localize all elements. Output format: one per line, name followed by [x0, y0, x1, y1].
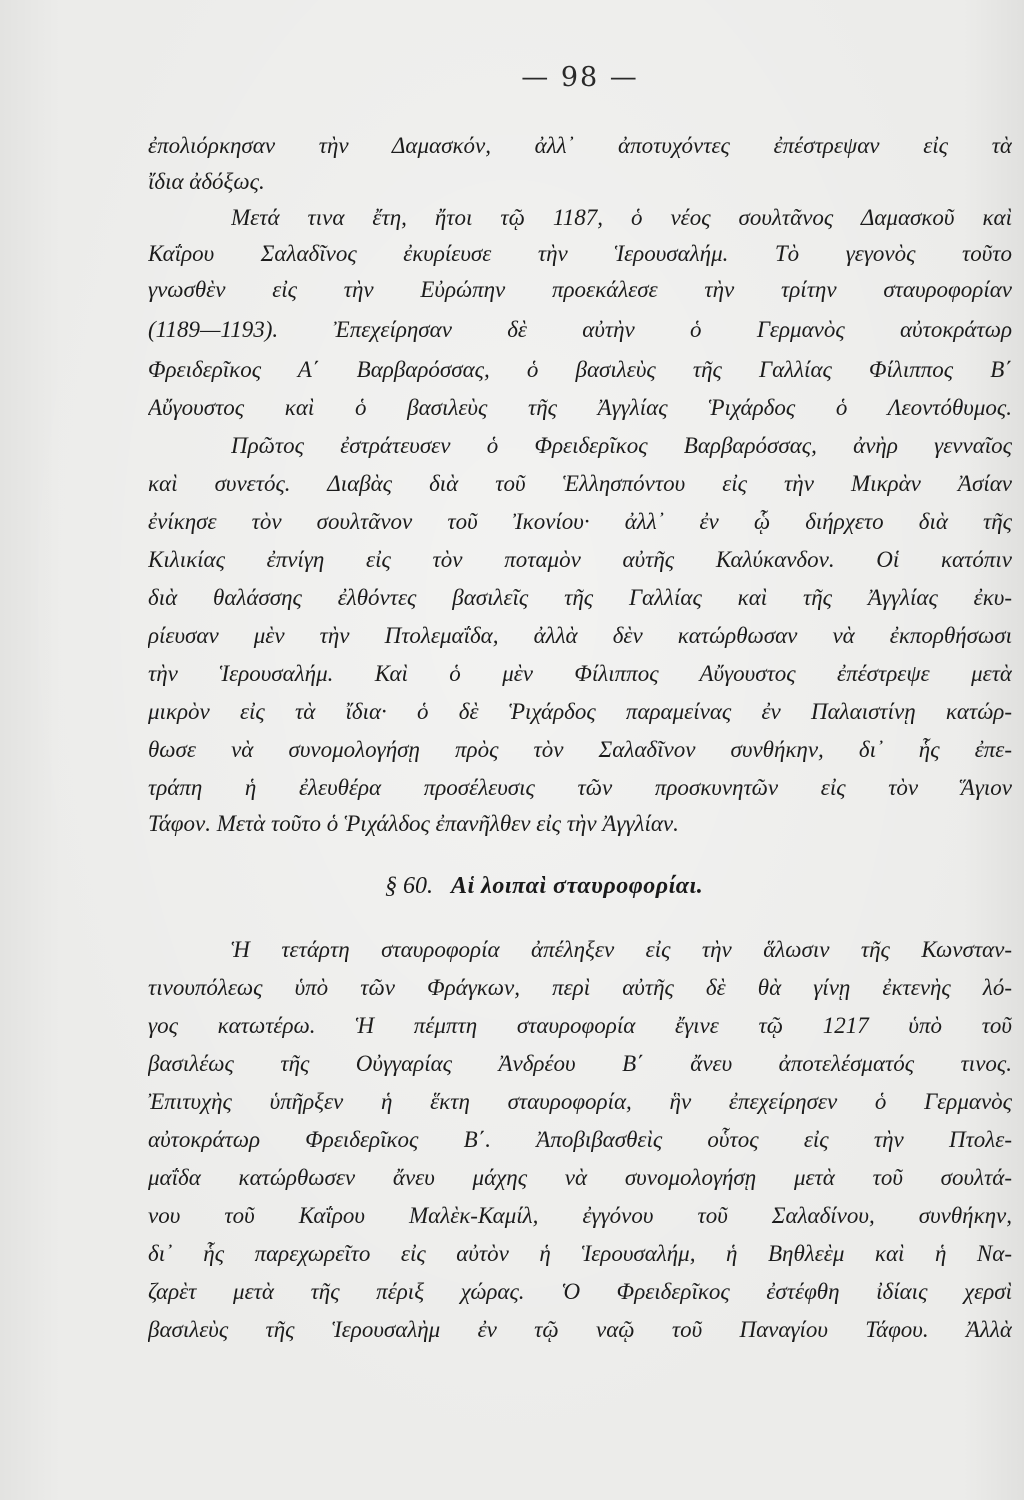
text-line: Κιλικίας ἐπνίγη εἰς τὸν ποταμὸν αὐτῆς Καλύκανδον. Οἱ κατόπιν: [148, 547, 1012, 572]
text-line: Αὔγουστος καὶ ὁ βασιλεὺς τῆς Ἀγγλίας Ῥιχάρδος ὁ Λεοντόθυμος.: [148, 395, 1012, 420]
text-line: Πρῶτος ἐστράτευσεν ὁ Φρειδερῖκος Βαρβαρόσσας, ἀνὴρ γενναῖος: [231, 433, 1012, 458]
text-line: αὐτοκράτωρ Φρειδερῖκος Β΄. Ἀποβιβασθεὶς οὗτος εἰς τὴν Πτολε-: [148, 1127, 1012, 1152]
text-line: ἴδια ἀδόξως.: [148, 169, 265, 194]
text-line: Καΐρου Σαλαδῖνος ἐκυρίευσε τὴν Ἱερουσαλήμ. Τὸ γεγονὸς τοῦτο: [148, 241, 1012, 266]
text-line: Ἡ τετάρτη σταυροφορία ἀπέληξεν εἰς τὴν ἅλωσιν τῆς Κωνσταν-: [231, 937, 1012, 962]
text-line: γος κατωτέρω. Ἡ πέμπτη σταυροφορία ἔγινε τῷ 1217 ὑπὸ τοῦ: [148, 1013, 1012, 1038]
section-number: § 60.: [385, 873, 433, 899]
text-line: μαΐδα κατώρθωσεν ἄνευ μάχης νὰ συνομολογήσῃ μετὰ τοῦ σουλτά-: [148, 1165, 1012, 1190]
text-line: βασιλέως τῆς Οὐγγαρίας Ἀνδρέου Β΄ ἄνευ ἀποτελέσματός τινος.: [148, 1051, 1012, 1076]
text-line: Τάφον. Μετὰ τοῦτο ὁ Ῥιχάλδος ἐπανῆλθεν εἰς τὴν Ἀγγλίαν.: [148, 811, 679, 836]
section-title: Αἱ λοιπαὶ σταυροφορίαι.: [451, 873, 704, 899]
text-line: διὰ θαλάσσης ἐλθόντες βασιλεῖς τῆς Γαλλίας καὶ τῆς Ἀγγλίας ἐκυ-: [148, 585, 1012, 610]
text-line: νου τοῦ Καΐρου Μαλὲκ-Καμίλ, ἐγγόνου τοῦ Σαλαδίνου, συνθήκην,: [148, 1203, 1012, 1228]
text-line: (1189—1193). Ἐπεχείρησαν δὲ αὐτὴν ὁ Γερμανὸς αὐτοκράτωρ: [148, 317, 1012, 342]
text-line: ρίευσαν μὲν τὴν Πτολεμαΐδα, ἀλλὰ δὲν κατώρθωσαν νὰ ἐκπορθήσωσι: [148, 623, 1012, 648]
text-line: τινουπόλεως ὑπὸ τῶν Φράγκων, περὶ αὐτῆς δὲ θὰ γίνῃ ἐκτενὴς λό-: [148, 975, 1012, 1000]
text-line: τὴν Ἱερουσαλήμ. Καὶ ὁ μὲν Φίλιππος Αὔγουστος ἐπέστρεψε μετὰ: [148, 661, 1012, 686]
text-line: γνωσθὲν εἰς τὴν Εὐρώπην προεκάλεσε τὴν τρίτην σταυροφορίαν: [148, 277, 1012, 302]
text-line: μικρὸν εἰς τὰ ἴδια· ὁ δὲ Ῥιχάρδος παραμείνας ἐν Παλαιστίνῃ κατώρ-: [148, 699, 1012, 724]
text-line: δι᾿ ἧς παρεχωρεῖτο εἰς αὐτὸν ἡ Ἱερουσαλήμ, ἡ Βηθλεὲμ καὶ ἡ Να-: [148, 1241, 1012, 1266]
section-heading: [385, 866, 703, 906]
text-line: Μετά τινα ἔτη, ἤτοι τῷ 1187, ὁ νέος σουλτᾶνος Δαμασκοῦ καὶ: [231, 205, 1012, 230]
page-number: — 98 —: [521, 62, 639, 93]
text-line: ἐνίκησε τὸν σουλτᾶνον τοῦ Ἰκονίου· ἀλλ᾿ ἐν ᾧ διήρχετο διὰ τῆς: [148, 509, 1012, 534]
text-line: Φρειδερῖκος Α΄ Βαρβαρόσσας, ὁ βασιλεὺς τῆς Γαλλίας Φίλιππος Β΄: [148, 357, 1012, 382]
text-line: θωσε νὰ συνομολογήσῃ πρὸς τὸν Σαλαδῖνον συνθήκην, δι᾿ ἧς ἐπε-: [148, 737, 1012, 762]
text-line: ζαρὲτ μετὰ τῆς πέριξ χώρας. Ὁ Φρειδερῖκος ἐστέφθη ἰδίαις χερσὶ: [148, 1279, 1012, 1304]
text-line: τράπη ἡ ἐλευθέρα προσέλευσις τῶν προσκυνητῶν εἰς τὸν Ἅγιον: [148, 775, 1012, 800]
text-line: βασιλεὺς τῆς Ἱερουσαλὴμ ἐν τῷ ναῷ τοῦ Παναγίου Τάφου. Ἀλλὰ: [148, 1317, 1012, 1342]
text-line: ἐπολιόρκησαν τὴν Δαμασκόν, ἀλλ᾿ ἀποτυχόντες ἐπέστρεψαν εἰς τὰ: [148, 133, 1012, 158]
text-line: Ἐπιτυχὴς ὑπῆρξεν ἡ ἕκτη σταυροφορία, ἣν ἐπεχείρησεν ὁ Γερμανὸς: [148, 1089, 1012, 1114]
text-line: καὶ συνετός. Διαβὰς διὰ τοῦ Ἑλλησπόντου εἰς τὴν Μικρὰν Ἀσίαν: [148, 471, 1012, 496]
